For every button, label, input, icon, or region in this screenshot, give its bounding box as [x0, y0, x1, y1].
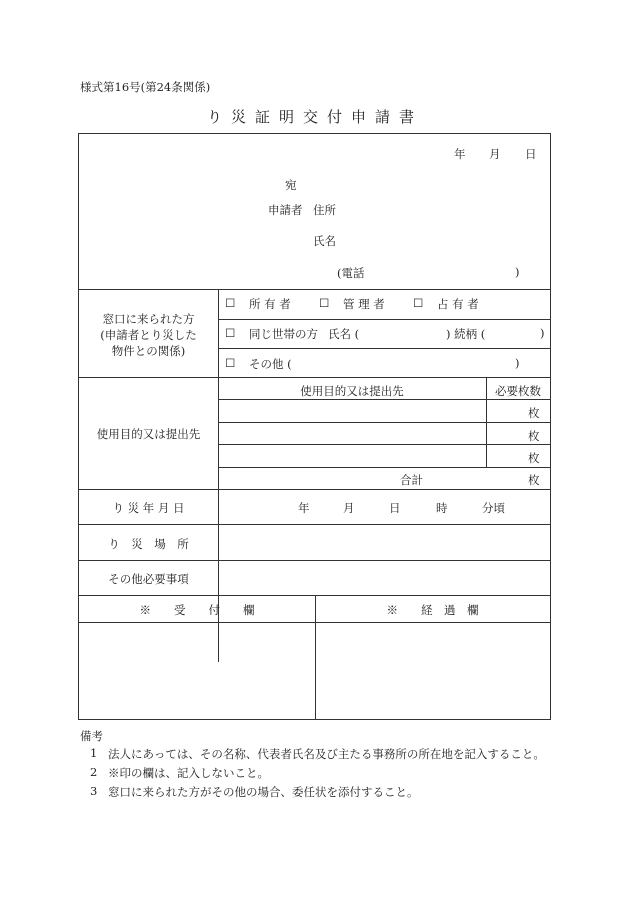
- owner-label: 所 有 者: [249, 297, 291, 311]
- household-name-label: 氏名 (: [328, 327, 360, 341]
- addressee-label: 宛: [285, 178, 297, 192]
- page-title: り災証明交付申請書: [206, 108, 423, 126]
- note-1-text: 法人にあっては、その名称、代表者氏名及び主たる事務所の所在地を記入すること。: [108, 747, 545, 761]
- owner-checkbox[interactable]: ☐: [225, 296, 236, 310]
- other-label: その他 (: [249, 357, 292, 371]
- note-2-number: 2: [90, 765, 98, 779]
- relation-label-1: 窓口に来られた方: [102, 312, 195, 326]
- count-unit-1: 枚: [528, 406, 540, 420]
- disaster-month: 月: [343, 501, 355, 515]
- name-label: 氏名: [313, 234, 336, 248]
- other-required-label: その他必要事項: [108, 572, 189, 586]
- relation-label-3: 物件との関係): [111, 344, 186, 358]
- relation-label-2: (申請者とり災した: [100, 328, 197, 342]
- reception-label: ※ 受 付 欄: [139, 603, 255, 617]
- occupant-label: 占 有 者: [437, 297, 479, 311]
- note-3-number: 3: [90, 784, 98, 798]
- manager-label: 管 理 者: [343, 297, 385, 311]
- note-3-text: 窓口に来られた方がその他の場合、委任状を添付すること。: [108, 785, 419, 799]
- relationship-close: ): [540, 326, 545, 340]
- address-label: 住所: [313, 203, 336, 217]
- occupant-checkbox[interactable]: ☐: [413, 296, 424, 310]
- disaster-place-label: り 災 場 所: [108, 537, 189, 551]
- count-unit-3: 枚: [528, 451, 540, 465]
- disaster-minute: 分頃: [482, 501, 505, 515]
- disaster-hour: 時: [436, 501, 448, 515]
- total-label: 合計: [400, 473, 423, 487]
- disaster-day: 日: [389, 501, 401, 515]
- household-label: 同じ世帯の方: [249, 327, 318, 341]
- household-checkbox[interactable]: ☐: [225, 326, 236, 340]
- disaster-year: 年: [298, 501, 310, 515]
- relationship-label: ) 続柄 (: [446, 327, 486, 341]
- count-column-header: 必要枚数: [495, 384, 541, 398]
- application-form: [78, 133, 551, 720]
- other-close: ): [515, 356, 520, 370]
- other-checkbox[interactable]: ☐: [225, 356, 236, 370]
- notes-heading: 備考: [80, 729, 103, 743]
- manager-checkbox[interactable]: ☐: [319, 296, 330, 310]
- date-year-label: 年: [454, 147, 466, 161]
- disaster-date-label: り 災 年 月 日: [112, 501, 185, 515]
- progress-label: ※ 経 過 欄: [386, 603, 479, 617]
- applicant-label: 申請者: [268, 203, 303, 217]
- form-id: 様式第16号(第24条関係): [80, 80, 211, 94]
- note-1-number: 1: [90, 746, 98, 760]
- note-2-text: ※印の欄は、記入しないこと。: [108, 766, 269, 780]
- date-month-label: 月: [489, 147, 501, 161]
- purpose-label: 使用目的又は提出先: [96, 427, 201, 441]
- phone-label: (電話: [337, 266, 365, 280]
- phone-close: ): [515, 265, 520, 279]
- purpose-column-header: 使用目的又は提出先: [300, 384, 404, 398]
- date-day-label: 日: [525, 147, 537, 161]
- total-unit: 枚: [528, 473, 540, 487]
- count-unit-2: 枚: [528, 429, 540, 443]
